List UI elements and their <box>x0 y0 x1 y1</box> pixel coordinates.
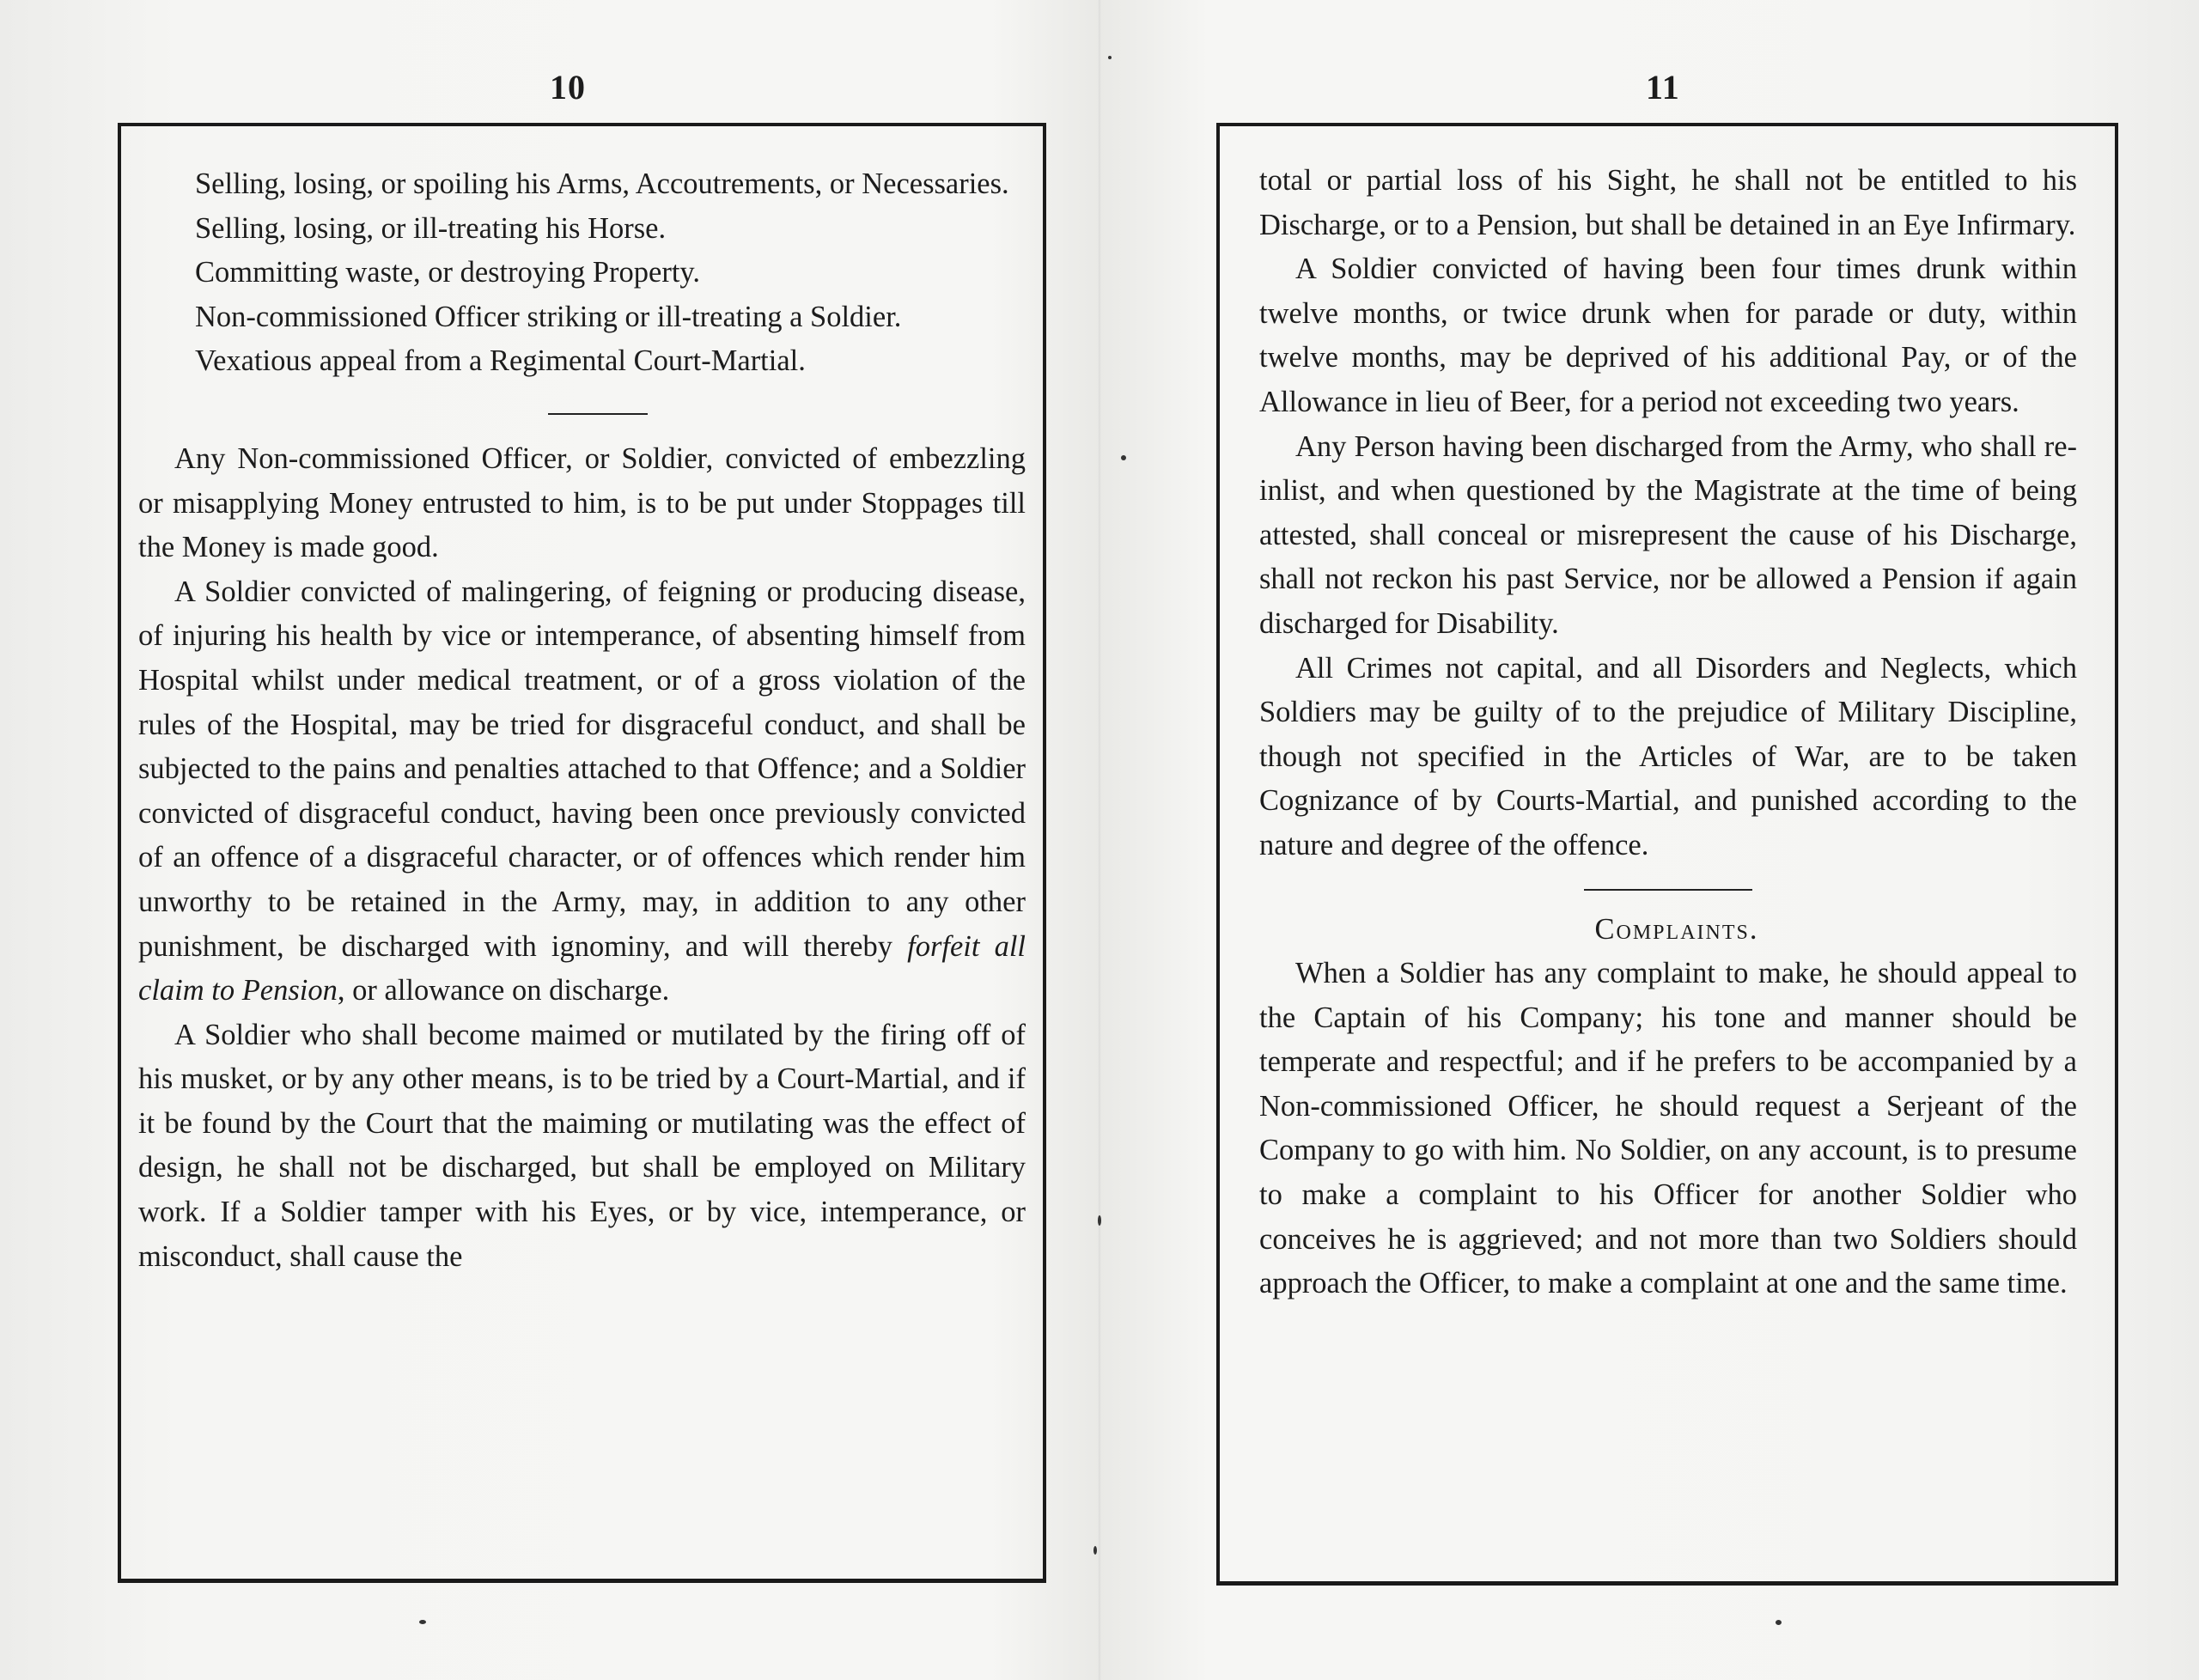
scan-speck <box>1776 1620 1782 1625</box>
right-page-frame <box>1216 123 2118 1586</box>
offence-item: Selling, losing, or ill-treating his Horse. <box>195 211 667 245</box>
continuation-paragraph: total or partial loss of his Sight, he shall not be entitled to his Discharge, or to a Pension, but shall be detained in an Eye Infirmary. <box>1259 164 2077 241</box>
page-number-right: 11 <box>1646 68 1680 107</box>
paragraph: A Soldier convicted of having been four times drunk within twelve months, or twice drunk when for parade or duty, within twelve months, may be deprived of his additional Pay, or of the Allowance in lieu of Beer, for a period not exceeding two years. <box>1259 253 2077 418</box>
scan-speck <box>1098 1215 1101 1226</box>
section-divider <box>548 413 648 415</box>
offence-item: Non-commissioned Officer striking or ill-treating a Soldier. <box>195 300 902 333</box>
scan-speck <box>1108 56 1112 59</box>
paragraph: Any Non-commissioned Officer, or Soldier, convicted of embezzling or misapplying Money entrusted to him, is to be put under Stoppages till the Money is made good. <box>138 441 1026 564</box>
offence-item: Vexatious appeal from a Regimental Court-Martial. <box>195 344 806 378</box>
paragraph <box>138 570 1026 1013</box>
section-heading: Complaints. <box>1594 912 1759 946</box>
italic-phrase: forfeit all claim to Pension <box>138 929 1026 1007</box>
right-page-text <box>1259 159 2077 1306</box>
scan-speck <box>1093 1546 1097 1555</box>
paragraph: When a Soldier has any complaint to make, he should appeal to the Captain of his Company; his tone and manner should be temperate and respectful; and if he prefers to be accompanied by a Non-commissioned Officer, he should request a Serjeant of the Company to go with him. No Soldier, on any account, is to presume to make a complaint to his Officer for another Soldier who conceives he is aggrieved; and not more than two Soldiers should approach the Officer, to make a complaint at one and the same time. <box>1259 957 2077 1300</box>
paragraph-text: A Soldier convicted of malingering, of feigning or producing disease, of injuring his health by vice or intemperance, of absenting himself from Hospital whilst under medical treatment, or of a gross violation of the rules of the Hospital, may be tried for disgraceful conduct, and shall be subjected to the pains and penalties attached to that Offence; and a Soldier convicted of disgraceful conduct, having been once previously convicted of an offence of a disgraceful character, or of offences which render him unworthy to be retained in the Army, may, in addition to any other punishment, be discharged with ignominy, and will thereby <box>138 575 1026 963</box>
offence-item: Committing waste, or destroying Property. <box>195 256 701 289</box>
paragraph-tail: , or allowance on discharge. <box>337 974 670 1007</box>
book-gutter <box>1098 0 1101 1680</box>
paragraph: All Crimes not capital, and all Disorders and Neglects, which Soldiers may be guilty of to the prejudice of Military Discipline, though not specified in the Articles of War, are to be taken Cognizance of by Courts-Martial, and punished according to the nature and degree of the offence. <box>1259 651 2077 861</box>
scan-speck <box>1121 455 1126 460</box>
paragraph: A Soldier who shall become maimed or mutilated by the firing off of his musket, or by any other means, is to be tried by a Court-Martial, and if it be found by the Court that the maiming or mutilating was the effect of design, he shall not be discharged, but shall be employed on Military work. If a Soldier tamper with his Eyes, or by vice, intemperance, or misconduct, shall cause the <box>138 1018 1026 1273</box>
page-number-left: 10 <box>550 68 586 107</box>
left-page-frame <box>118 123 1046 1583</box>
paragraph: Any Person having been discharged from the Army, who shall re-inlist, and when questioned by the Magistrate at the time of being attested, shall conceal or misrepresent the cause of his Discharge, shall not reckon his past Service, nor be allowed a Pension if again discharged for Disability. <box>1259 429 2077 640</box>
offence-item: Selling, losing, or spoiling his Arms, Accoutrements, or Necessaries. <box>195 167 1009 200</box>
scan-speck <box>419 1620 426 1624</box>
section-divider <box>1584 889 1752 891</box>
left-page-text <box>138 162 1026 1279</box>
